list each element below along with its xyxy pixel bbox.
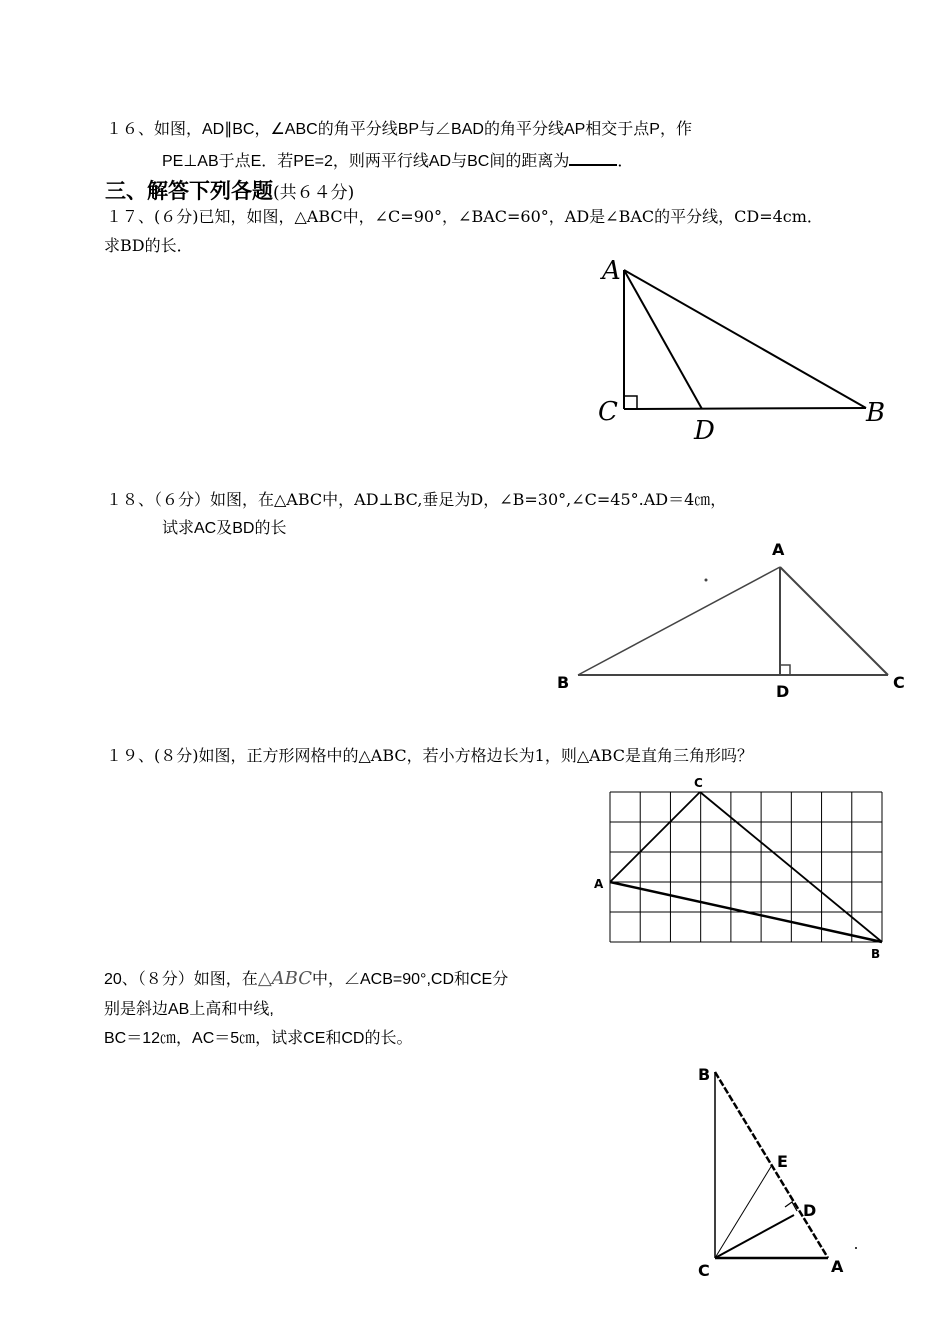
segment-AC	[610, 792, 700, 882]
label-D: D	[694, 416, 715, 446]
label-E: E	[777, 1152, 788, 1171]
label-C: C	[694, 776, 703, 790]
q16-line2-text: PE⊥AB于点E．若PE=2，则两平行线AD与BC间的距离为	[162, 153, 570, 170]
label-B: B	[557, 673, 570, 692]
label-D: D	[803, 1201, 817, 1220]
q20-line1-c: 中，∠ACB=90°,CD和CE分	[312, 971, 509, 988]
segment-AB	[624, 270, 866, 408]
segment-AD	[624, 270, 702, 409]
section-title: 三、解答下列各题	[105, 179, 273, 203]
label-A: A	[772, 540, 785, 559]
label-B: B	[866, 398, 886, 428]
answer-blank[interactable]	[569, 149, 617, 166]
segment-AB	[578, 567, 780, 675]
q18-figure	[550, 535, 920, 705]
q17-text-line2: 求BD的长．	[104, 236, 193, 255]
q19-text-line1: １９、(８分)如图，正方形网格中的△ABC，若小方格边长为1，则△ABC是直角三角形吗？	[106, 746, 753, 765]
segment-CB	[624, 408, 866, 409]
q17-figure	[590, 250, 910, 450]
label-C: C	[893, 673, 905, 692]
segment-CE	[715, 1165, 772, 1258]
q16-text-line2	[162, 149, 633, 173]
label-A: A	[594, 877, 604, 891]
segment-CD	[715, 1215, 794, 1258]
stray-dot	[705, 579, 708, 582]
q20-text-line3: BC＝12㎝，AC＝5㎝，试求CE和CD的长。	[104, 1030, 413, 1047]
q20-text-line1	[104, 968, 508, 991]
label-A: A	[831, 1257, 844, 1276]
label-D: D	[776, 682, 790, 701]
stray-dot	[855, 1247, 857, 1249]
q18-text-line1: １８、（６分）如图，在△ABC中，AD⊥BC,垂足为D，∠B=30°,∠C=45°.AD＝4㎝，	[106, 490, 727, 509]
q20-triangle-symbol: △ABC	[257, 968, 312, 989]
label-B: B	[698, 1065, 711, 1084]
right-angle-mark	[780, 665, 790, 675]
label-B: B	[871, 947, 881, 961]
label-C: C	[598, 397, 618, 427]
q17-text-line1: １７、(６分)已知，如图，△ABC中，∠C=90°，∠BAC=60°，AD是∠BAC的平分线，CD=4cm．	[106, 207, 823, 226]
q19-figure	[590, 775, 900, 965]
q20-line1-a: 20、（８分）如图，在	[104, 971, 258, 988]
right-angle-mark	[624, 396, 637, 409]
section-points: (共６４分)	[273, 183, 355, 203]
q16-text-line1: １６、如图，AD∥BC，∠ABC的角平分线BP与∠BAD的角平分线AP相交于点P，作	[106, 121, 692, 138]
q16-line2-end: ．	[617, 153, 634, 170]
label-A: A	[602, 256, 621, 286]
square-grid	[610, 792, 882, 942]
q20-text-line2: 别是斜边AB上高和中线,	[104, 1001, 274, 1018]
q18-text-line2: 试求AC及BD的长	[162, 520, 287, 537]
segment-AC	[780, 567, 888, 675]
q20-figure	[690, 1060, 880, 1290]
label-C: C	[698, 1261, 710, 1280]
section-heading	[105, 175, 354, 205]
